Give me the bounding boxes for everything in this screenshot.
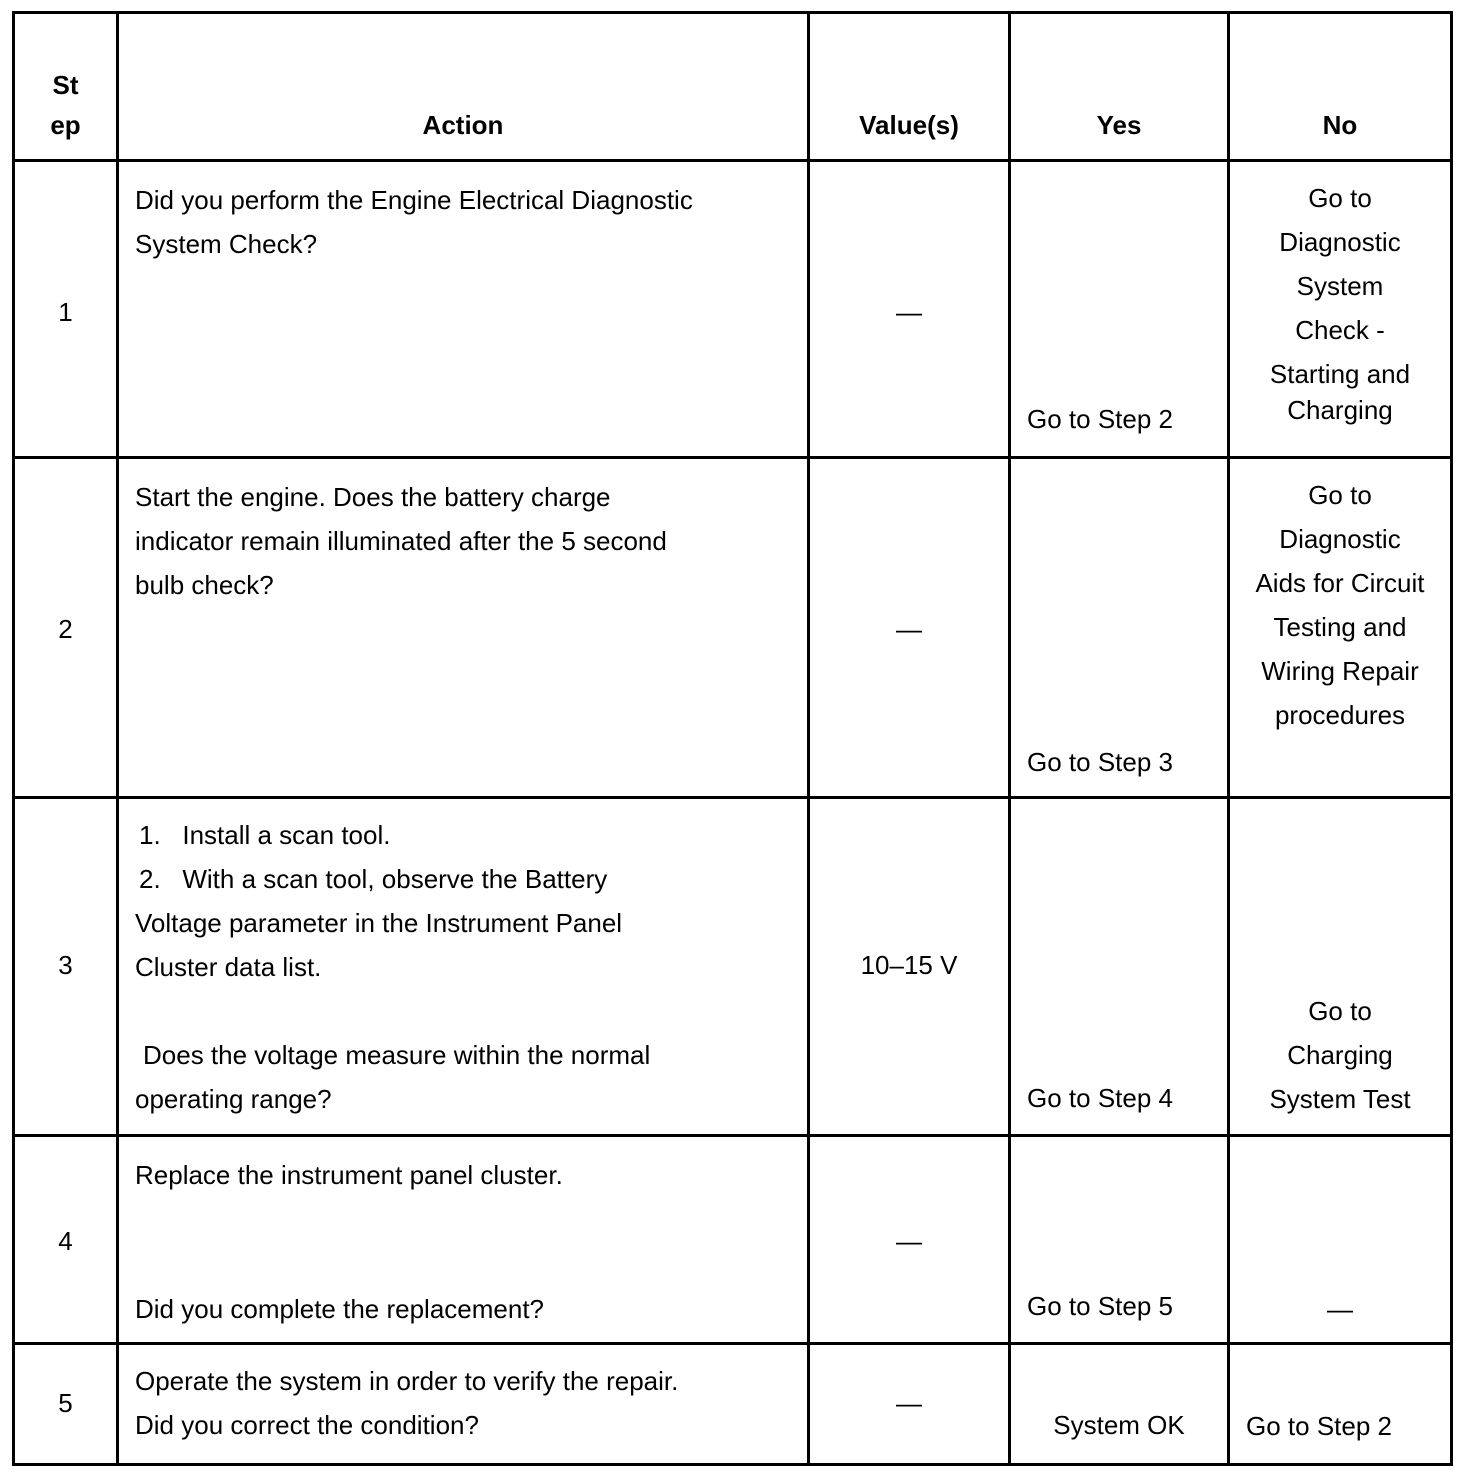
values-header: Value(s) (809, 13, 1010, 161)
step-header: St ep (14, 13, 118, 161)
action-header: Action (118, 13, 809, 161)
header-row (14, 13, 1452, 161)
no-header: No (1229, 13, 1452, 161)
yes-link[interactable]: Go to Step 4 (1027, 1083, 1173, 1113)
action-cell (118, 798, 809, 1136)
no-text: — (1327, 1294, 1353, 1324)
value-text: — (896, 614, 922, 644)
no-cell (1229, 1344, 1452, 1465)
step-cell (14, 1136, 118, 1344)
value-cell (809, 1344, 1010, 1465)
action-cell (118, 458, 809, 798)
yes-link[interactable]: Go to Step 3 (1027, 747, 1173, 777)
table-row (14, 458, 1452, 798)
action-cell (118, 1136, 809, 1344)
action-line: Cluster data list. (135, 952, 322, 982)
action-list-item: 2. With a scan tool, observe the Battery (139, 864, 608, 894)
action-line: bulb check? (135, 570, 274, 600)
no-cell (1229, 161, 1452, 458)
action-cell (118, 1344, 809, 1465)
table-row (14, 1136, 1452, 1344)
no-link[interactable]: Go to Charging System Test (1269, 996, 1411, 1114)
action-line: Operate the system in order to verify the repair. (135, 1366, 679, 1396)
no-cell (1229, 458, 1452, 798)
value-cell (809, 161, 1010, 458)
yes-text: System OK (1053, 1410, 1185, 1440)
no-link[interactable]: Go to Diagnostic Aids for Circuit Testing and Wiring Repair procedures (1255, 480, 1425, 730)
action-line: System Check? (135, 229, 318, 259)
step-number: 1 (58, 297, 73, 327)
value-text: — (896, 1226, 922, 1256)
action-line: Start the engine. Does the battery charge (135, 482, 611, 512)
step-cell (14, 798, 118, 1136)
table-row (14, 1344, 1452, 1465)
step-cell (14, 458, 118, 798)
step-cell (14, 1344, 118, 1465)
value-cell (809, 798, 1010, 1136)
value-text: — (896, 297, 922, 327)
action-line: indicator remain illuminated after the 5 second (135, 526, 667, 556)
no-cell (1229, 798, 1452, 1136)
yes-cell (1010, 1136, 1229, 1344)
step-number: 5 (58, 1388, 73, 1418)
no-link[interactable]: Go to Diagnostic System Check - Starting and Charging (1269, 183, 1411, 425)
question-line: Does the voltage measure within the normal (143, 1040, 651, 1070)
action-line: Replace the instrument panel cluster. (135, 1160, 563, 1190)
value-text: 10–15 V (860, 950, 958, 980)
table-row (14, 161, 1452, 458)
yes-cell (1010, 1344, 1229, 1465)
step-cell (14, 161, 118, 458)
action-list-item: 1. Install a scan tool. (139, 820, 391, 850)
step-number: 3 (58, 950, 73, 980)
action-cell (118, 161, 809, 458)
action-line: Did you perform the Engine Electrical Diagnostic (135, 185, 693, 215)
value-text: — (896, 1388, 922, 1418)
value-cell (809, 458, 1010, 798)
yes-cell (1010, 161, 1229, 458)
yes-link[interactable]: Go to Step 2 (1027, 404, 1173, 434)
no-cell (1229, 1136, 1452, 1344)
yes-cell (1010, 798, 1229, 1136)
step-number: 2 (58, 614, 73, 644)
value-cell (809, 1136, 1010, 1344)
question-line: Did you complete the replacement? (135, 1294, 545, 1324)
yes-cell (1010, 458, 1229, 798)
table-row (14, 798, 1452, 1136)
no-link[interactable]: Go to Step 2 (1246, 1411, 1392, 1441)
step-number: 4 (58, 1226, 73, 1256)
diagnostic-table (12, 11, 1453, 1466)
question-line: Did you correct the condition? (135, 1410, 479, 1440)
action-line: Voltage parameter in the Instrument Panel (135, 908, 623, 938)
question-line: operating range? (135, 1084, 332, 1114)
yes-link[interactable]: Go to Step 5 (1027, 1291, 1173, 1321)
yes-header: Yes (1010, 13, 1229, 161)
